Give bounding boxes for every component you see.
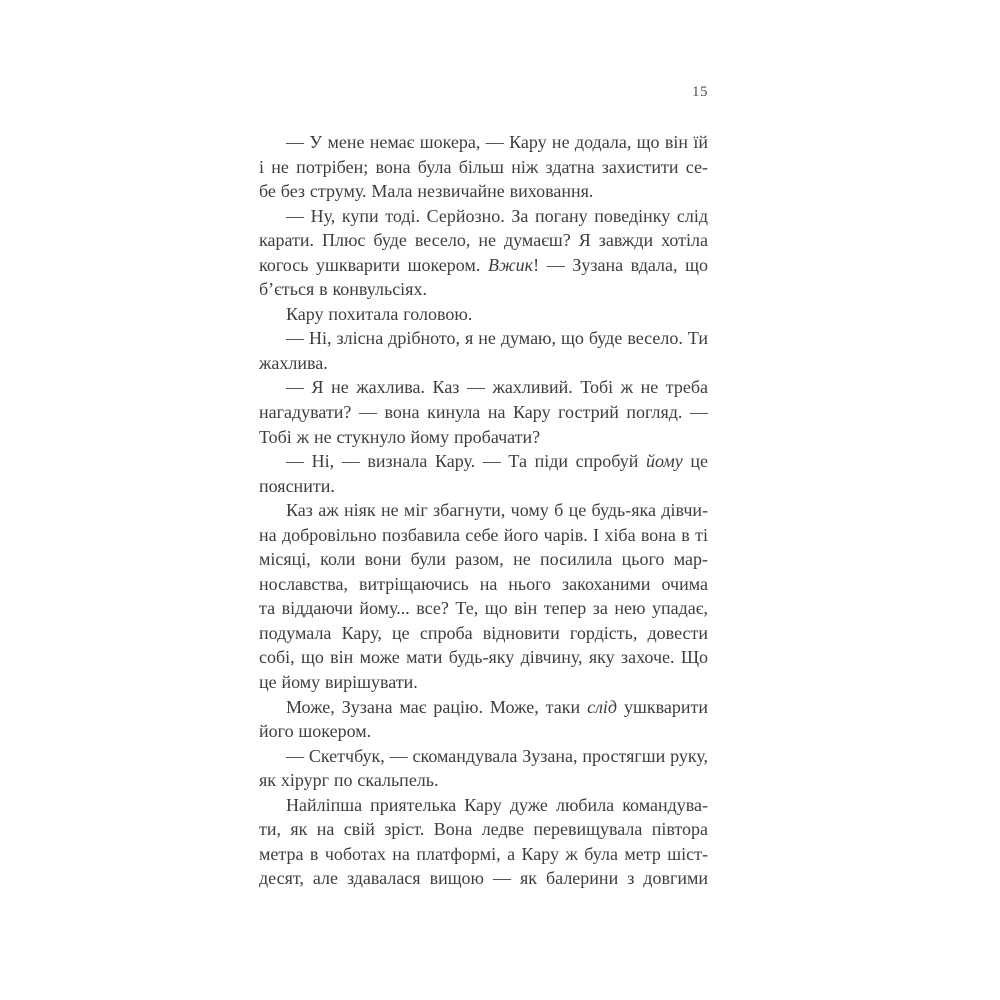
text-run: — Ні, злісна дрібното, я не думаю, що буде весело. Ти xyxy=(286,328,708,349)
text-line xyxy=(259,744,708,769)
text-line xyxy=(259,596,708,621)
text-line xyxy=(259,204,708,229)
text-line xyxy=(259,523,708,548)
italic-run: слід xyxy=(587,696,618,717)
text-run: — Скетчбук, — скомандувала Зузана, простягши руку, xyxy=(286,745,709,766)
text-line xyxy=(259,817,708,842)
text-line xyxy=(259,449,708,474)
text-run: Найліпша приятелька Кару дуже любила командува- xyxy=(286,794,708,815)
italic-run: Вжик xyxy=(487,254,534,275)
text-run: ! — Зузана вдала, що xyxy=(533,254,708,275)
text-run: Тобі ж не стукнуло йому пробачати? xyxy=(259,426,541,447)
text-block xyxy=(259,130,708,891)
text-line xyxy=(259,179,708,204)
text-run: на добровільно позбавила себе його чарів. І хіба вона в ті xyxy=(259,524,708,545)
text-line xyxy=(259,670,708,695)
text-run: нославства, витріщаючись на нього закоханими очима xyxy=(259,573,708,594)
text-run: місяці, коли вони були разом, не посилила цього мар- xyxy=(259,549,708,570)
text-line xyxy=(259,425,708,450)
text-run: бе без струму. Мала незвичайне виховання. xyxy=(259,181,594,202)
text-line xyxy=(259,547,708,572)
text-run: ти, як на свій зріст. Вона ледве перевищувала півтора xyxy=(259,819,708,840)
text-line xyxy=(259,375,708,400)
text-line xyxy=(259,695,708,720)
italic-run: йому xyxy=(645,451,683,472)
text-run: ушкварити xyxy=(617,696,708,717)
text-run: — Ні, — визнала Кару. — Та піди спробуй xyxy=(286,451,646,472)
text-line xyxy=(259,474,708,499)
page-number: 15 xyxy=(692,84,708,100)
text-line xyxy=(259,498,708,523)
text-line xyxy=(259,130,708,155)
text-run: карати. Плюс буде весело, не думаєш? Я завжди хотіла xyxy=(259,230,708,251)
text-line xyxy=(259,866,708,891)
text-line xyxy=(259,400,708,425)
text-line xyxy=(259,768,708,793)
text-run: це йому вирішувати. xyxy=(259,672,418,693)
text-run: — Ну, купи тоді. Серйозно. За погану поведінку слід xyxy=(286,205,708,226)
text-line xyxy=(259,842,708,867)
text-line xyxy=(259,228,708,253)
text-line xyxy=(259,253,708,278)
text-run: пояснити. xyxy=(259,475,335,496)
text-line xyxy=(259,277,708,302)
text-line xyxy=(259,326,708,351)
text-run: когось ушкварити шокером. xyxy=(259,254,488,275)
text-run: метра в чоботах на платформі, а Кару ж була метр шіст- xyxy=(259,843,708,864)
text-line xyxy=(259,351,708,376)
text-run: і не потрібен; вона була більш ніж здатна захистити се- xyxy=(259,156,708,177)
text-line xyxy=(259,572,708,597)
text-run: як хірург по скальпель. xyxy=(259,770,439,791)
text-line xyxy=(259,793,708,818)
text-run: та віддаючи йому... все? Те, що він тепер за нею упадає, xyxy=(259,598,708,619)
text-run: — У мене немає шокера, — Кару не додала, що він їй xyxy=(286,132,708,152)
text-run: собі, що він може мати будь-яку дівчину, яку захоче. Що xyxy=(259,647,708,668)
text-run: б’ється в конвульсіях. xyxy=(259,279,427,300)
text-run: подумала Кару, це спроба відновити гордість, довести xyxy=(259,622,708,643)
text-line xyxy=(259,155,708,180)
text-line xyxy=(259,645,708,670)
text-run: — Я не жахлива. Каз — жахливий. Тобі ж не треба xyxy=(286,377,708,398)
text-run: жахлива. xyxy=(259,352,328,373)
text-line xyxy=(259,621,708,646)
text-line xyxy=(259,302,708,327)
text-run: Кару похитала головою. xyxy=(286,303,473,324)
text-run: його шокером. xyxy=(259,721,372,742)
text-run: Може, Зузана має рацію. Може, таки xyxy=(286,696,588,717)
text-run: це xyxy=(682,451,708,472)
text-line xyxy=(259,719,708,744)
text-run: десят, але здавалася вищою — як балерини з довгими xyxy=(259,868,708,889)
text-run: Каз аж ніяк не міг збагнути, чому б це будь-яка дівчи- xyxy=(286,500,708,521)
text-run: нагадувати? — вона кинула на Кару гострий погляд. — xyxy=(259,402,708,423)
